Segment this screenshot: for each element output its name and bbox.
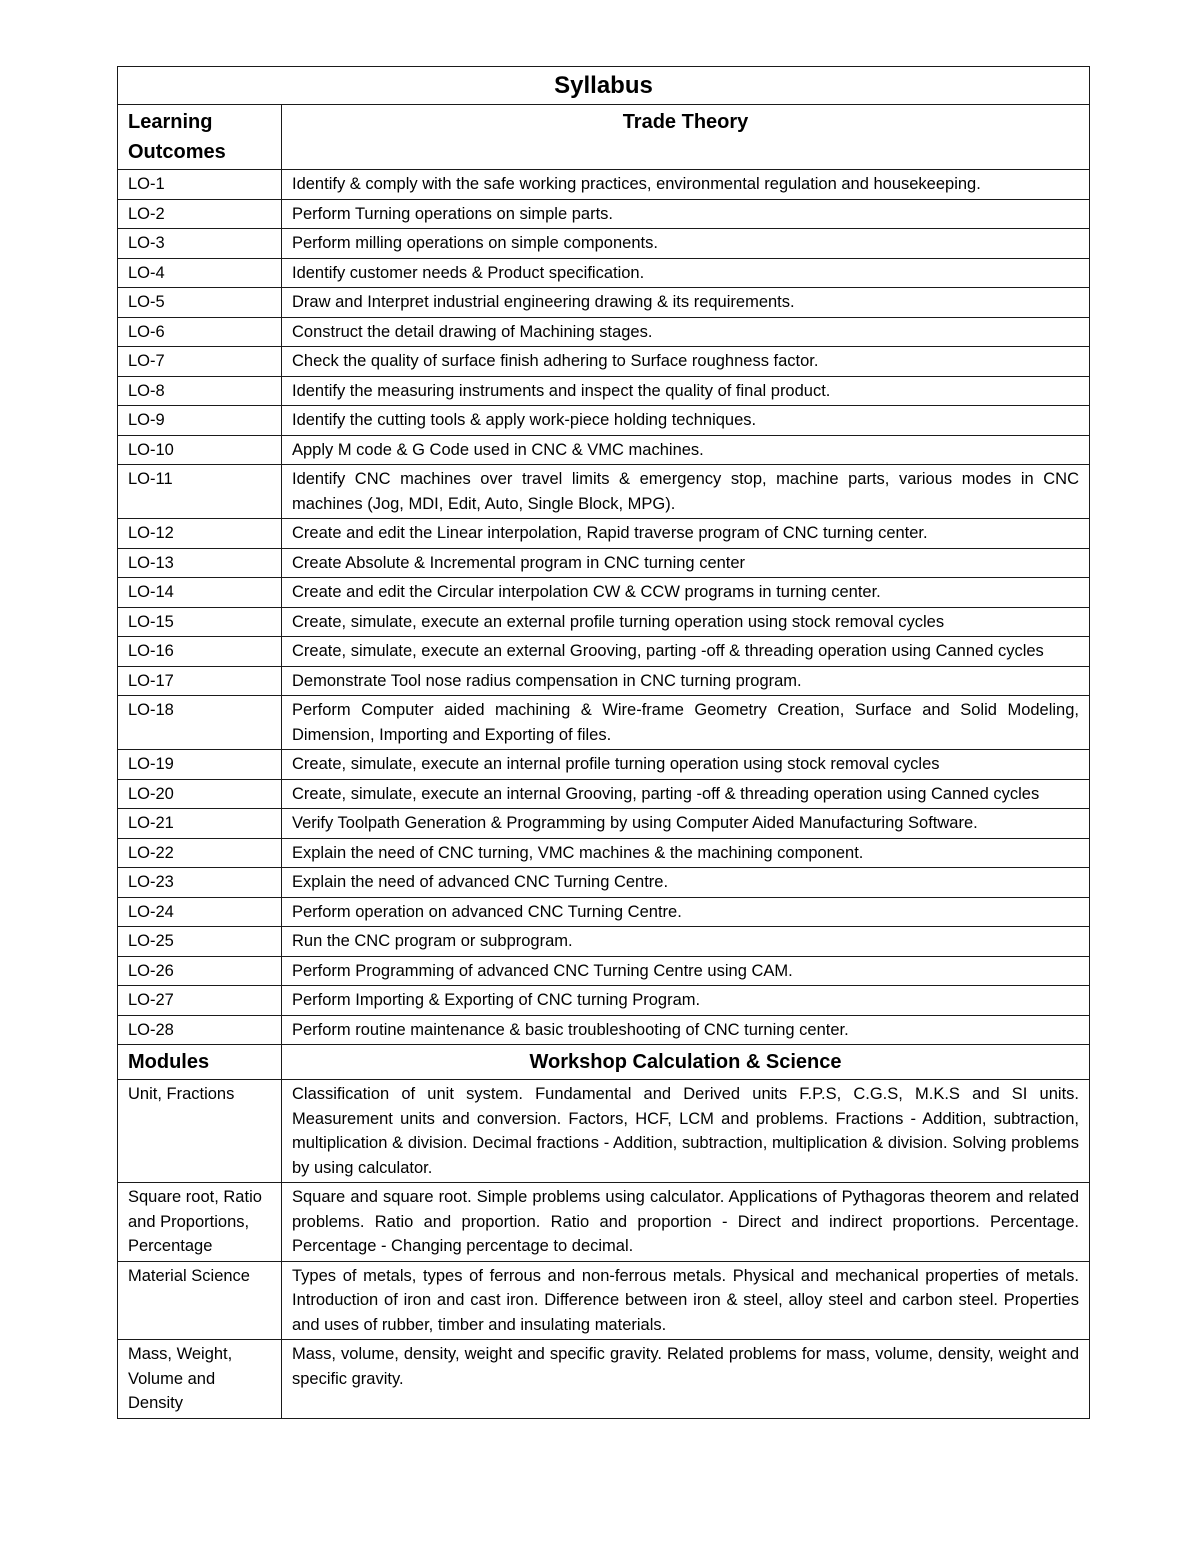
row-description: Create, simulate, execute an internal profile turning operation using stock removal cycles	[282, 750, 1090, 780]
row-description: Identify the cutting tools & apply work-piece holding techniques.	[282, 406, 1090, 436]
row-description: Create, simulate, execute an external profile turning operation using stock removal cycles	[282, 607, 1090, 637]
learning-outcome-row	[118, 637, 1090, 667]
row-id: LO-19	[118, 750, 282, 780]
title-row	[118, 67, 1090, 105]
row-id: LO-1	[118, 170, 282, 200]
learning-outcome-row	[118, 750, 1090, 780]
learning-outcome-row	[118, 288, 1090, 318]
row-id: LO-18	[118, 696, 282, 750]
row-id: LO-23	[118, 868, 282, 898]
row-description: Check the quality of surface finish adhering to Surface roughness factor.	[282, 347, 1090, 377]
row-description: Run the CNC program or subprogram.	[282, 927, 1090, 957]
trade-theory-header: Trade Theory	[282, 105, 1090, 170]
row-description: Apply M code & G Code used in CNC & VMC machines.	[282, 435, 1090, 465]
row-id: Mass, Weight, Volume and Density	[118, 1340, 282, 1419]
row-id: LO-11	[118, 465, 282, 519]
row-id: LO-12	[118, 519, 282, 549]
row-description: Create, simulate, execute an external Grooving, parting -off & threading operation using Canned cycles	[282, 637, 1090, 667]
workshop-calculation-header: Workshop Calculation & Science	[282, 1045, 1090, 1080]
row-id: LO-21	[118, 809, 282, 839]
row-id: LO-22	[118, 838, 282, 868]
learning-outcome-row	[118, 956, 1090, 986]
row-id: Material Science	[118, 1261, 282, 1340]
learning-outcome-row	[118, 897, 1090, 927]
learning-outcome-row	[118, 258, 1090, 288]
modules-header-row	[118, 1045, 1090, 1080]
row-id: LO-8	[118, 376, 282, 406]
row-description: Perform Importing & Exporting of CNC turning Program.	[282, 986, 1090, 1016]
row-id: LO-6	[118, 317, 282, 347]
learning-outcome-row	[118, 519, 1090, 549]
row-description: Perform milling operations on simple components.	[282, 229, 1090, 259]
learning-outcome-row	[118, 809, 1090, 839]
row-description: Explain the need of advanced CNC Turning Centre.	[282, 868, 1090, 898]
learning-outcome-row	[118, 317, 1090, 347]
learning-outcome-row	[118, 406, 1090, 436]
learning-outcome-row	[118, 347, 1090, 377]
row-description: Verify Toolpath Generation & Programming by using Computer Aided Manufacturing Software.	[282, 809, 1090, 839]
syllabus-sheet	[117, 66, 1089, 1419]
row-description: Demonstrate Tool nose radius compensation in CNC turning program.	[282, 666, 1090, 696]
learning-outcome-row	[118, 1015, 1090, 1045]
row-description: Create and edit the Circular interpolation CW & CCW programs in turning center.	[282, 578, 1090, 608]
learning-outcome-row	[118, 666, 1090, 696]
learning-outcomes-header: Learning Outcomes	[118, 105, 282, 170]
row-id: LO-28	[118, 1015, 282, 1045]
module-row	[118, 1080, 1090, 1183]
row-description: Create, simulate, execute an internal Grooving, parting -off & threading operation using Canned cycles	[282, 779, 1090, 809]
row-description: Perform Turning operations on simple parts.	[282, 199, 1090, 229]
module-row	[118, 1183, 1090, 1262]
row-id: LO-9	[118, 406, 282, 436]
learning-outcome-row	[118, 838, 1090, 868]
row-description: Types of metals, types of ferrous and non-ferrous metals. Physical and mechanical properties of metals. Introduction of iron and cast iron. Difference between iron & steel, alloy steel and carbon steel. Properties and uses of rubber, timber and insulating materials.	[282, 1261, 1090, 1340]
row-id: LO-7	[118, 347, 282, 377]
row-description: Perform operation on advanced CNC Turning Centre.	[282, 897, 1090, 927]
row-id: LO-20	[118, 779, 282, 809]
row-description: Perform Computer aided machining & Wire-frame Geometry Creation, Surface and Solid Modeling, Dimension, Importing and Exporting of files.	[282, 696, 1090, 750]
learning-outcome-row	[118, 927, 1090, 957]
learning-outcome-row	[118, 376, 1090, 406]
row-id: LO-17	[118, 666, 282, 696]
row-description: Perform routine maintenance & basic troubleshooting of CNC turning center.	[282, 1015, 1090, 1045]
row-id: LO-26	[118, 956, 282, 986]
learning-outcome-row	[118, 578, 1090, 608]
row-id: LO-25	[118, 927, 282, 957]
row-description: Classification of unit system. Fundamental and Derived units F.P.S, C.G.S, M.K.S and SI units. Measurement units and conversion. Factors, HCF, LCM and problems. Fractions - Addition, subtraction, multiplication & division. Decimal fractions - Addition, subtraction, multiplication & division. Solving problems by using calculator.	[282, 1080, 1090, 1183]
row-description: Draw and Interpret industrial engineering drawing & its requirements.	[282, 288, 1090, 318]
module-row	[118, 1261, 1090, 1340]
row-id: LO-2	[118, 199, 282, 229]
modules-header: Modules	[118, 1045, 282, 1080]
learning-outcome-row	[118, 465, 1090, 519]
row-id: LO-3	[118, 229, 282, 259]
row-description: Square and square root. Simple problems using calculator. Applications of Pythagoras theorem and related problems. Ratio and proportion. Ratio and proportion - Direct and indirect proportions. Percentage. Percentage - Changing percentage to decimal.	[282, 1183, 1090, 1262]
row-id: LO-24	[118, 897, 282, 927]
learning-outcome-row	[118, 199, 1090, 229]
learning-outcome-row	[118, 868, 1090, 898]
trade-theory-header-row	[118, 105, 1090, 170]
row-description: Construct the detail drawing of Machining stages.	[282, 317, 1090, 347]
row-description: Identify CNC machines over travel limits & emergency stop, machine parts, various modes in CNC machines (Jog, MDI, Edit, Auto, Single Block, MPG).	[282, 465, 1090, 519]
page-title: Syllabus	[118, 67, 1090, 105]
row-id: LO-16	[118, 637, 282, 667]
row-id: Unit, Fractions	[118, 1080, 282, 1183]
row-description: Mass, volume, density, weight and specific gravity. Related problems for mass, volume, density, weight and specific gravity.	[282, 1340, 1090, 1419]
row-description: Perform Programming of advanced CNC Turning Centre using CAM.	[282, 956, 1090, 986]
row-id: LO-14	[118, 578, 282, 608]
row-description: Create Absolute & Incremental program in CNC turning center	[282, 548, 1090, 578]
learning-outcome-row	[118, 986, 1090, 1016]
learning-outcome-row	[118, 548, 1090, 578]
row-description: Create and edit the Linear interpolation, Rapid traverse program of CNC turning center.	[282, 519, 1090, 549]
row-id: LO-5	[118, 288, 282, 318]
syllabus-table	[117, 66, 1090, 1419]
learning-outcome-row	[118, 779, 1090, 809]
learning-outcome-row	[118, 607, 1090, 637]
learning-outcome-row	[118, 229, 1090, 259]
learning-outcome-row	[118, 435, 1090, 465]
row-id: LO-4	[118, 258, 282, 288]
module-row	[118, 1340, 1090, 1419]
row-description: Identify & comply with the safe working practices, environmental regulation and housekeeping.	[282, 170, 1090, 200]
row-description: Identify the measuring instruments and inspect the quality of final product.	[282, 376, 1090, 406]
row-id: LO-27	[118, 986, 282, 1016]
learning-outcome-row	[118, 696, 1090, 750]
row-id: LO-15	[118, 607, 282, 637]
row-id: Square root, Ratio and Proportions, Percentage	[118, 1183, 282, 1262]
row-id: LO-10	[118, 435, 282, 465]
row-description: Explain the need of CNC turning, VMC machines & the machining component.	[282, 838, 1090, 868]
row-description: Identify customer needs & Product specification.	[282, 258, 1090, 288]
learning-outcome-row	[118, 170, 1090, 200]
row-id: LO-13	[118, 548, 282, 578]
